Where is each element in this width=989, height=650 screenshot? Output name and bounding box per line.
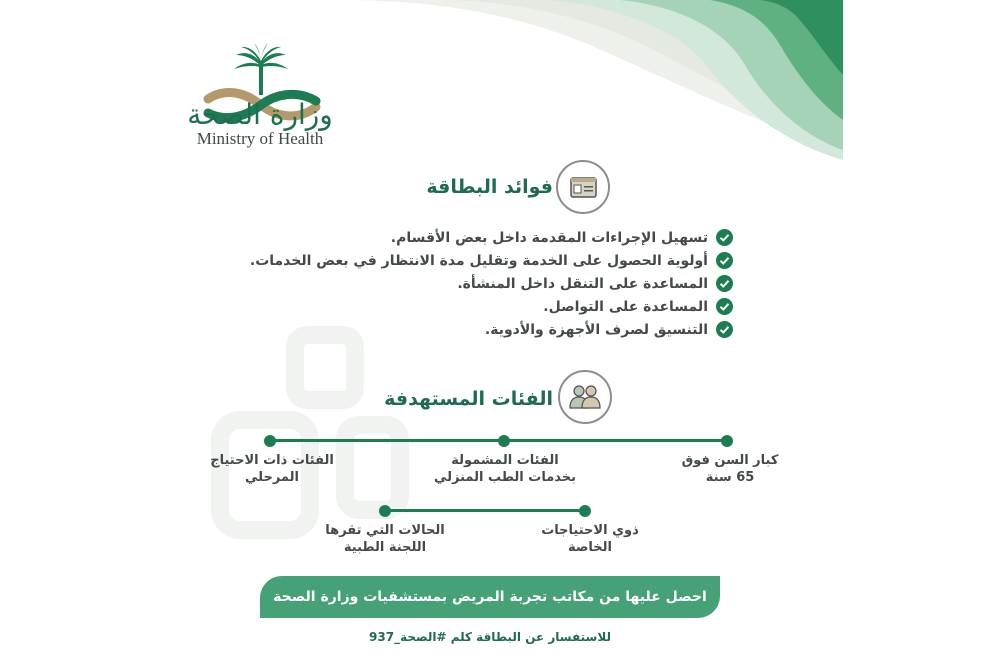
category-home-care: الفئات المشمولة بخدمات الطب المنزلي (433, 453, 577, 485)
category-elderly: كبار السن فوق 65 سنة (681, 453, 779, 485)
benefit-item (173, 295, 733, 318)
check-icon (716, 298, 733, 315)
timeline-dot (264, 435, 276, 447)
logo-english-name: Ministry of Health (196, 129, 324, 148)
timeline-dot (579, 505, 591, 517)
benefit-text: أولوية الحصول على الخدمة وتقليل مدة الانتظار في بعض الخدمات. (249, 252, 708, 269)
benefits-title: فوائد البطاقة (426, 176, 553, 198)
category-special-needs: ذوي الاحتياجات الخاصة (541, 523, 639, 555)
cta-banner (260, 576, 720, 618)
category-medical-committee: الحالات التي تقرها اللجنة الطبية (325, 523, 445, 555)
check-icon (716, 252, 733, 269)
timeline-dot (498, 435, 510, 447)
poster (150, 0, 843, 650)
left-margin (0, 0, 150, 650)
footer-inquiry: للاستفسار عن البطاقة كلم #الصحة_937 (369, 630, 611, 644)
benefit-item (173, 249, 733, 272)
timeline-dot (721, 435, 733, 447)
card-icon (556, 160, 610, 214)
cta-text: احصل عليها من مكاتب تجربة المريض بمستشفيات وزارة الصحة (273, 589, 707, 605)
timeline-dot (379, 505, 391, 517)
check-icon (716, 229, 733, 246)
benefit-item (173, 272, 733, 295)
right-margin (843, 0, 989, 650)
check-icon (716, 321, 733, 338)
logo-arabic-name: وزارة الصحة (187, 98, 333, 131)
timeline-line-2 (384, 509, 586, 512)
category-temporary-need: الفئات ذات الاحتياج المرحلي (210, 453, 334, 485)
benefit-text: التنسيق لصرف الأجهزة والأدوية. (484, 321, 708, 338)
benefit-text: تسهيل الإجراءات المقدمة داخل بعض الأقسام. (390, 229, 708, 246)
categories-title: الفئات المستهدفة (384, 388, 553, 410)
benefit-text: المساعدة على التواصل. (543, 298, 708, 315)
benefits-list (173, 226, 733, 341)
people-icon (558, 370, 612, 424)
benefit-item (173, 318, 733, 341)
benefit-item (173, 226, 733, 249)
benefit-text: المساعدة على التنقل داخل المنشأة. (457, 275, 708, 292)
check-icon (716, 275, 733, 292)
